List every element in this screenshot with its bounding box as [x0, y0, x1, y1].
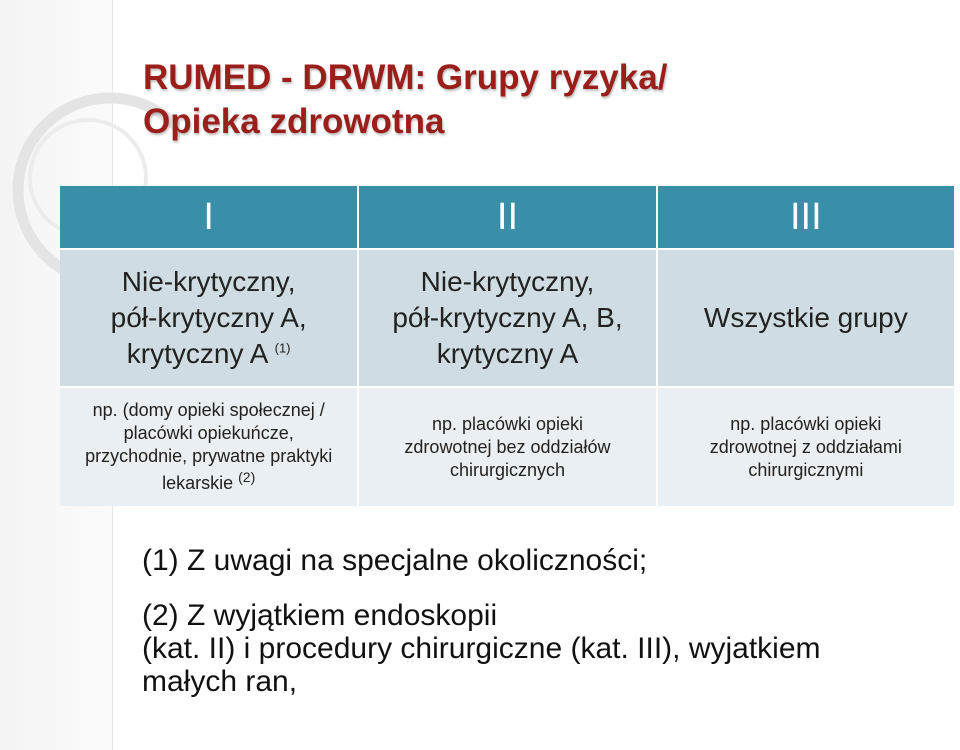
- groups-2-line-2: pół-krytyczny A, B,: [392, 302, 623, 333]
- examples-3-line-3: chirurgicznymi: [748, 459, 864, 480]
- groups-1-line-3-text: krytyczny A: [126, 338, 267, 369]
- groups-cell-1: [60, 249, 358, 387]
- groups-cell-3: [657, 249, 955, 387]
- groups-cell-2: [358, 249, 656, 387]
- groups-1-line-2: pół-krytyczny A,: [110, 302, 307, 333]
- risk-groups-row: [60, 249, 955, 387]
- examples-cell-2: [358, 387, 656, 506]
- examples-2-line-3: chirurgicznych: [449, 459, 566, 480]
- header-category-1: I: [60, 186, 358, 249]
- footnote-2-line-3: małych ran,: [142, 665, 298, 698]
- examples-row: [60, 387, 955, 506]
- slide-title: [143, 56, 667, 144]
- examples-3-line-1: np. placówki opieki: [730, 413, 882, 434]
- groups-3-line-1: Wszystkie grupy: [703, 302, 908, 333]
- examples-1-line-4: [66, 469, 351, 495]
- examples-1-line-3: przychodnie, prywatne praktyki: [85, 446, 333, 466]
- examples-cell-3: [657, 387, 955, 506]
- footnote-2-line-2: (kat. II) i procedury chirurgiczne (kat. III), wyjatkiem: [142, 632, 821, 665]
- groups-1-line-1: Nie-krytyczny,: [121, 266, 296, 297]
- risk-groups-table: [60, 186, 956, 506]
- examples-cell-1: [60, 387, 358, 506]
- header-category-3: III: [657, 186, 955, 249]
- examples-3-line-2: zdrowotnej z oddziałami: [709, 436, 902, 457]
- footnote-2-line-1: (2) Z wyjątkiem endoskopii: [142, 599, 498, 632]
- title-line-1: RUMED - DRWM: Grupy ryzyka/: [143, 58, 668, 97]
- footnotes: [142, 544, 942, 698]
- examples-1-line-4-text: lekarskie: [162, 473, 234, 493]
- header-category-2: II: [358, 186, 656, 249]
- groups-2-line-1: Nie-krytyczny,: [420, 266, 595, 297]
- header-row: [60, 186, 955, 249]
- examples-2-line-2: zdrowotnej bez oddziałów: [404, 436, 611, 457]
- examples-2-line-1: np. placówki opieki: [431, 413, 584, 434]
- title-line-2: Opieka zdrowotna: [143, 102, 445, 141]
- groups-1-line-3: [66, 336, 351, 372]
- footnote-ref-1: (1): [274, 340, 291, 356]
- examples-1-line-2: placówki opiekuńcze,: [123, 423, 294, 443]
- footnote-ref-2: (2): [238, 469, 256, 485]
- footnote-1: (1) Z uwagi na specjalne okoliczności;: [142, 544, 648, 577]
- examples-1-line-1: np. (domy opieki społecznej /: [92, 400, 325, 420]
- groups-2-line-3: krytyczny A: [436, 338, 579, 369]
